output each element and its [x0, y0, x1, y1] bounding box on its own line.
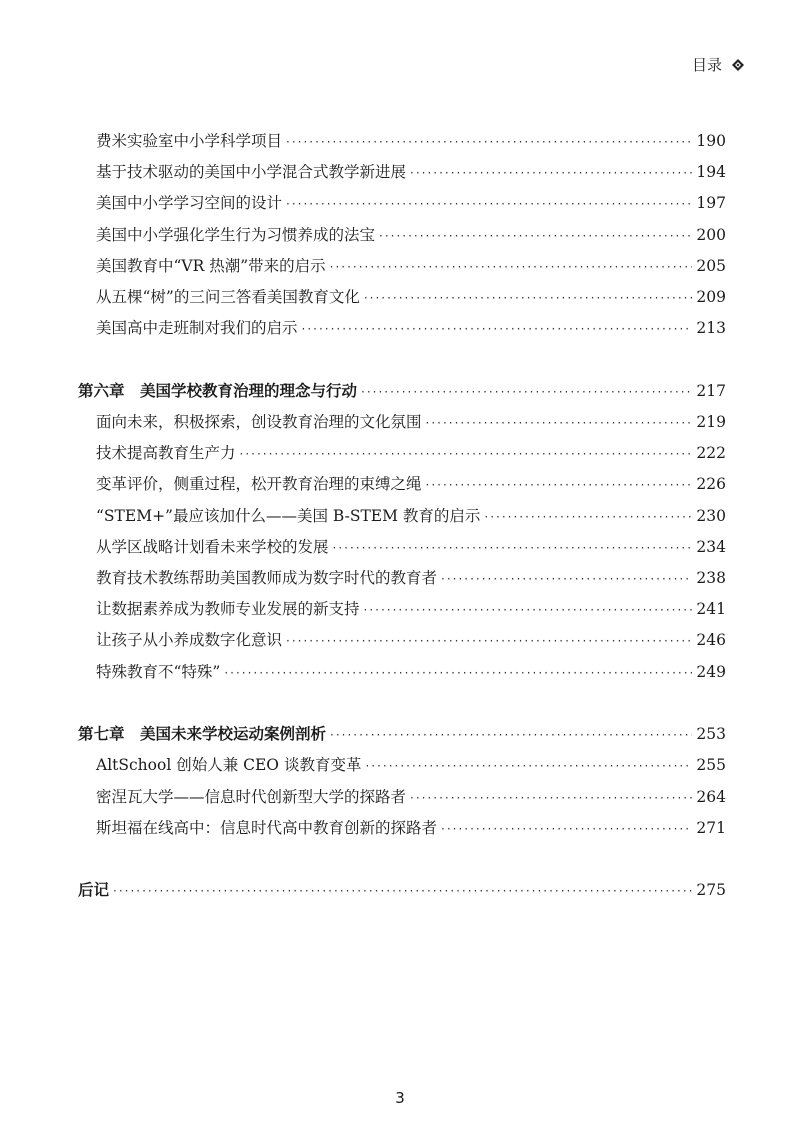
dot-leader [286, 127, 692, 158]
toc-entry[interactable] [78, 469, 726, 500]
header-title: 目录 [691, 56, 722, 74]
toc-entry-title: 从学区战略计划看未来学校的发展 [96, 537, 329, 556]
toc-entry-page: 246 [696, 631, 726, 650]
dot-leader [113, 876, 692, 907]
toc-chapter[interactable] [78, 376, 726, 407]
toc-entry-page: 222 [696, 444, 726, 463]
toc-entry[interactable] [78, 313, 726, 344]
diamond-bullet-icon [732, 59, 744, 71]
toc-entry-title: 变革评价，侧重过程，松开教育治理的束缚之绳 [96, 475, 422, 494]
section-gap [78, 344, 726, 376]
toc-entry[interactable] [78, 532, 726, 563]
table-of-contents [78, 126, 726, 907]
toc-entry[interactable] [78, 750, 726, 781]
dot-leader [410, 783, 692, 814]
toc-entry-title: 特殊教育不“特殊” [96, 662, 221, 681]
toc-entry[interactable] [78, 657, 726, 688]
dot-leader [441, 814, 692, 845]
toc-chapter[interactable] [78, 719, 726, 750]
toc-chapter-page: 253 [696, 725, 726, 744]
toc-entry[interactable] [78, 157, 726, 188]
toc-entry-page: 255 [696, 756, 726, 775]
toc-entry[interactable] [78, 782, 726, 813]
toc-chapter-page: 217 [696, 381, 726, 400]
toc-entry[interactable] [78, 563, 726, 594]
section-gap [78, 844, 726, 876]
dot-leader [286, 189, 692, 220]
toc-entry-page: 219 [696, 413, 726, 431]
dot-leader [410, 158, 692, 189]
toc-entry-page: 249 [696, 662, 726, 681]
dot-leader [302, 314, 693, 345]
dot-leader [379, 221, 692, 252]
toc-entry[interactable] [78, 407, 726, 438]
toc-entry[interactable] [78, 438, 726, 469]
toc-entry-title: “STEM+”最应该加什么——美国 B-STEM 教育的启示 [96, 506, 481, 525]
toc-entry[interactable] [78, 594, 726, 625]
dot-leader [333, 533, 693, 564]
toc-entry-title: 面向未来，积极探索，创设教育治理的文化氛围 [96, 413, 422, 431]
toc-entry[interactable] [78, 126, 726, 157]
dot-leader [286, 626, 692, 657]
toc-entry-page: 241 [696, 600, 726, 619]
running-header [692, 54, 744, 75]
toc-entry-page: 194 [696, 163, 726, 182]
dot-leader [361, 377, 692, 408]
toc-entry-title: 教育技术教练帮助美国教师成为数字时代的教育者 [96, 568, 438, 587]
dot-leader [330, 720, 692, 751]
toc-entry-title: 费米实验室中小学科学项目 [96, 132, 283, 150]
dot-leader [484, 502, 692, 533]
toc-entry-page: 213 [696, 319, 726, 338]
toc-entry-title: AltSchool 创始人兼 CEO 谈教育变革 [96, 756, 362, 775]
dot-leader [364, 595, 693, 626]
dot-leader [426, 408, 693, 439]
toc-entry-page: 264 [696, 787, 726, 806]
toc-entry-title: 密涅瓦大学——信息时代创新型大学的探路者 [96, 787, 407, 806]
toc-entry-title: 从五棵“树”的三问三答看美国教育文化 [96, 287, 360, 306]
toc-chapter-page: 275 [696, 881, 726, 900]
section-gap [78, 688, 726, 720]
toc-entry-page: 271 [696, 818, 726, 837]
toc-entry-title: 美国中小学强化学生行为习惯养成的法宝 [96, 225, 376, 244]
dot-leader [364, 283, 693, 314]
toc-entry-page: 197 [696, 194, 726, 213]
toc-entry[interactable] [78, 501, 726, 532]
page-number: 3 [395, 1089, 405, 1107]
toc-entry-title: 技术提高教育生产力 [96, 444, 236, 463]
toc-entry-page: 238 [696, 568, 726, 587]
toc-entry[interactable] [78, 813, 726, 844]
toc-chapter-title: 第六章 美国学校教育治理的理念与行动 [78, 381, 358, 400]
toc-entry[interactable] [78, 282, 726, 313]
dot-leader [240, 439, 693, 470]
toc-entry-title: 美国教育中“VR 热潮”带来的启示 [96, 256, 326, 275]
toc-entry-title: 让数据素养成为教师专业发展的新支持 [96, 600, 360, 619]
toc-entry-page: 230 [696, 506, 726, 525]
toc-entry[interactable] [78, 188, 726, 219]
toc-entry-title: 美国中小学学习空间的设计 [96, 194, 283, 213]
toc-entry-page: 226 [696, 475, 726, 494]
toc-entry-page: 234 [696, 537, 726, 556]
toc-entry[interactable] [78, 251, 726, 282]
toc-entry-title: 基于技术驱动的美国中小学混合式教学新进展 [96, 163, 407, 182]
dot-leader [426, 470, 693, 501]
toc-entry-page: 209 [696, 287, 726, 306]
toc-entry-page: 200 [696, 225, 726, 244]
toc-entry[interactable] [78, 625, 726, 656]
dot-leader [330, 252, 693, 283]
toc-chapter-title: 后记 [78, 881, 110, 900]
toc-entry-title: 斯坦福在线高中：信息时代高中教育创新的探路者 [96, 818, 438, 837]
toc-entry-page: 190 [696, 132, 726, 150]
toc-entry-title: 美国高中走班制对我们的启示 [96, 319, 298, 338]
toc-entry-title: 让孩子从小养成数字化意识 [96, 631, 283, 650]
dot-leader [365, 751, 692, 782]
dot-leader [441, 564, 692, 595]
toc-entry-page: 205 [696, 256, 726, 275]
toc-chapter[interactable] [78, 875, 726, 906]
toc-entry[interactable] [78, 220, 726, 251]
toc-chapter-title: 第七章 美国未来学校运动案例剖析 [78, 725, 327, 744]
dot-leader [224, 658, 692, 689]
